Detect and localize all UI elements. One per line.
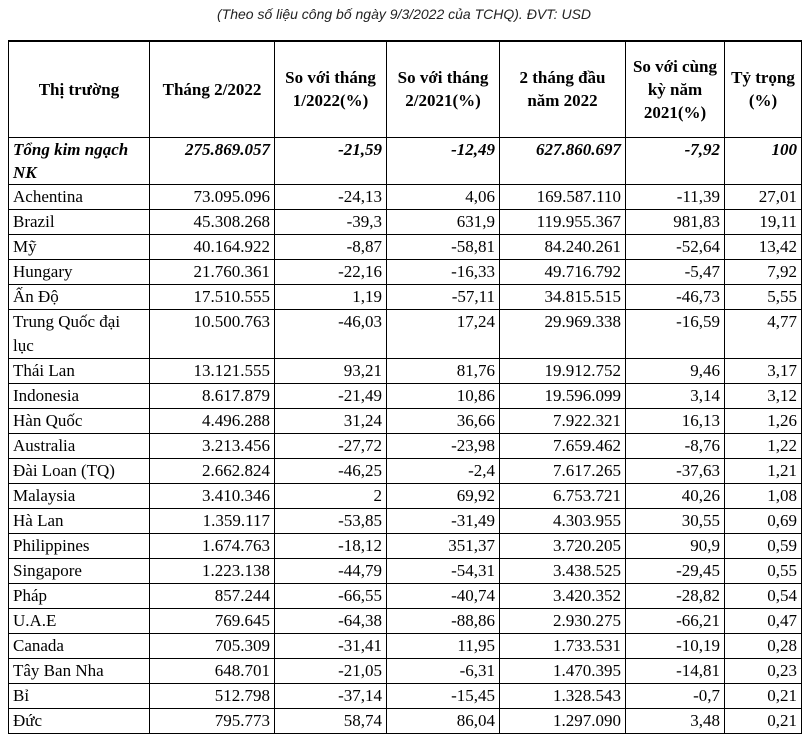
cell-vs-jan2022: -53,85: [275, 508, 387, 533]
header-share: Tỷ trọng (%): [725, 41, 802, 137]
cell-market: Ấn Độ: [9, 284, 150, 309]
cell-vs-same-period: 40,26: [626, 483, 725, 508]
cell-market: Bỉ: [9, 683, 150, 708]
cell-two-months: 119.955.367: [500, 209, 626, 234]
cell-feb2022: 17.510.555: [150, 284, 275, 309]
cell-share: 3,17: [725, 358, 802, 383]
cell-vs-same-period: 90,9: [626, 533, 725, 558]
cell-vs-feb2021: 86,04: [387, 708, 500, 733]
table-row: [9, 708, 802, 733]
table-row: [9, 583, 802, 608]
cell-market: Đức: [9, 708, 150, 733]
cell-vs-feb2021: -23,98: [387, 433, 500, 458]
cell-vs-jan2022: -21,59: [275, 137, 387, 184]
cell-vs-same-period: 9,46: [626, 358, 725, 383]
cell-share: 5,55: [725, 284, 802, 309]
cell-market: Australia: [9, 433, 150, 458]
cell-two-months: 19.596.099: [500, 383, 626, 408]
cell-two-months: 4.303.955: [500, 508, 626, 533]
cell-share: 1,26: [725, 408, 802, 433]
cell-vs-same-period: -10,19: [626, 633, 725, 658]
cell-share: 0,54: [725, 583, 802, 608]
cell-feb2022: 40.164.922: [150, 234, 275, 259]
cell-market: Philippines: [9, 533, 150, 558]
cell-vs-feb2021: 36,66: [387, 408, 500, 433]
cell-market: Đài Loan (TQ): [9, 458, 150, 483]
cell-vs-jan2022: -27,72: [275, 433, 387, 458]
cell-feb2022: 8.617.879: [150, 383, 275, 408]
table-row: [9, 209, 802, 234]
cell-feb2022: 4.496.288: [150, 408, 275, 433]
cell-feb2022: 705.309: [150, 633, 275, 658]
cell-market: Tây Ban Nha: [9, 658, 150, 683]
cell-feb2022: 275.869.057: [150, 137, 275, 184]
cell-share: 0,55: [725, 558, 802, 583]
cell-vs-jan2022: -64,38: [275, 608, 387, 633]
table-row: [9, 358, 802, 383]
cell-vs-same-period: -14,81: [626, 658, 725, 683]
cell-feb2022: 648.701: [150, 658, 275, 683]
cell-market: U.A.E: [9, 608, 150, 633]
cell-two-months: 3.438.525: [500, 558, 626, 583]
cell-feb2022: 1.359.117: [150, 508, 275, 533]
cell-vs-same-period: -28,82: [626, 583, 725, 608]
cell-vs-jan2022: -46,25: [275, 458, 387, 483]
cell-vs-feb2021: 81,76: [387, 358, 500, 383]
cell-market: Thái Lan: [9, 358, 150, 383]
table-row: [9, 234, 802, 259]
cell-two-months: 19.912.752: [500, 358, 626, 383]
table-row: [9, 658, 802, 683]
cell-vs-feb2021: -54,31: [387, 558, 500, 583]
cell-vs-jan2022: 2: [275, 483, 387, 508]
cell-share: 7,92: [725, 259, 802, 284]
import-market-table: [8, 40, 802, 734]
cell-feb2022: 21.760.361: [150, 259, 275, 284]
cell-share: 100: [725, 137, 802, 184]
header-row: [9, 41, 802, 137]
cell-feb2022: 10.500.763: [150, 309, 275, 358]
cell-two-months: 1.328.543: [500, 683, 626, 708]
cell-share: 0,59: [725, 533, 802, 558]
cell-feb2022: 1.674.763: [150, 533, 275, 558]
cell-share: 13,42: [725, 234, 802, 259]
cell-vs-jan2022: 58,74: [275, 708, 387, 733]
cell-vs-same-period: -16,59: [626, 309, 725, 358]
cell-two-months: 3.420.352: [500, 583, 626, 608]
cell-vs-same-period: -29,45: [626, 558, 725, 583]
cell-vs-same-period: 16,13: [626, 408, 725, 433]
cell-feb2022: 769.645: [150, 608, 275, 633]
cell-feb2022: 1.223.138: [150, 558, 275, 583]
cell-feb2022: 512.798: [150, 683, 275, 708]
cell-two-months: 627.860.697: [500, 137, 626, 184]
cell-market: Trung Quốc đại lục: [9, 309, 150, 358]
cell-vs-same-period: -46,73: [626, 284, 725, 309]
cell-two-months: 1.733.531: [500, 633, 626, 658]
cell-vs-feb2021: -31,49: [387, 508, 500, 533]
cell-vs-feb2021: -88,86: [387, 608, 500, 633]
cell-share: 3,12: [725, 383, 802, 408]
table-row: [9, 284, 802, 309]
table-row: [9, 683, 802, 708]
table-row: [9, 533, 802, 558]
cell-market: Pháp: [9, 583, 150, 608]
cell-vs-jan2022: 1,19: [275, 284, 387, 309]
cell-share: 1,21: [725, 458, 802, 483]
cell-vs-jan2022: 93,21: [275, 358, 387, 383]
cell-feb2022: 2.662.824: [150, 458, 275, 483]
cell-market: Indonesia: [9, 383, 150, 408]
cell-vs-jan2022: -44,79: [275, 558, 387, 583]
cell-vs-jan2022: -46,03: [275, 309, 387, 358]
cell-share: 19,11: [725, 209, 802, 234]
cell-market: Malaysia: [9, 483, 150, 508]
cell-two-months: 7.922.321: [500, 408, 626, 433]
cell-vs-same-period: -7,92: [626, 137, 725, 184]
table-row: [9, 383, 802, 408]
cell-vs-jan2022: -21,05: [275, 658, 387, 683]
cell-market: Singapore: [9, 558, 150, 583]
table-row: [9, 483, 802, 508]
cell-vs-feb2021: -2,4: [387, 458, 500, 483]
cell-vs-same-period: -0,7: [626, 683, 725, 708]
cell-share: 0,21: [725, 708, 802, 733]
cell-vs-feb2021: -6,31: [387, 658, 500, 683]
cell-share: 0,28: [725, 633, 802, 658]
cell-market: Brazil: [9, 209, 150, 234]
cell-market: Tổng kim ngạch NK: [9, 137, 150, 184]
table-row: [9, 259, 802, 284]
cell-two-months: 169.587.110: [500, 184, 626, 209]
cell-vs-same-period: -66,21: [626, 608, 725, 633]
cell-two-months: 1.297.090: [500, 708, 626, 733]
table-row: [9, 458, 802, 483]
cell-market: Hà Lan: [9, 508, 150, 533]
header-market: Thị trường: [9, 41, 150, 137]
cell-share: 27,01: [725, 184, 802, 209]
header-vs-feb2021: So với tháng 2/2021(%): [387, 41, 500, 137]
cell-vs-feb2021: 351,37: [387, 533, 500, 558]
cell-vs-feb2021: 10,86: [387, 383, 500, 408]
cell-two-months: 1.470.395: [500, 658, 626, 683]
cell-vs-same-period: -11,39: [626, 184, 725, 209]
cell-market: Hàn Quốc: [9, 408, 150, 433]
cell-vs-feb2021: 69,92: [387, 483, 500, 508]
table-row: [9, 184, 802, 209]
cell-two-months: 2.930.275: [500, 608, 626, 633]
header-two-months: 2 tháng đầu năm 2022: [500, 41, 626, 137]
cell-vs-same-period: 3,14: [626, 383, 725, 408]
cell-vs-feb2021: -16,33: [387, 259, 500, 284]
cell-vs-feb2021: -40,74: [387, 583, 500, 608]
cell-vs-same-period: -5,47: [626, 259, 725, 284]
cell-market: Mỹ: [9, 234, 150, 259]
cell-vs-feb2021: -15,45: [387, 683, 500, 708]
cell-feb2022: 857.244: [150, 583, 275, 608]
cell-vs-jan2022: -24,13: [275, 184, 387, 209]
cell-vs-same-period: 981,83: [626, 209, 725, 234]
header-vs-jan2022: So với tháng 1/2022(%): [275, 41, 387, 137]
table-row: [9, 508, 802, 533]
cell-vs-feb2021: 631,9: [387, 209, 500, 234]
table-row: [9, 608, 802, 633]
cell-feb2022: 795.773: [150, 708, 275, 733]
cell-vs-feb2021: 11,95: [387, 633, 500, 658]
cell-vs-jan2022: -18,12: [275, 533, 387, 558]
cell-vs-jan2022: -22,16: [275, 259, 387, 284]
table-row: [9, 558, 802, 583]
cell-feb2022: 13.121.555: [150, 358, 275, 383]
cell-share: 0,21: [725, 683, 802, 708]
cell-two-months: 6.753.721: [500, 483, 626, 508]
cell-vs-jan2022: -37,14: [275, 683, 387, 708]
cell-vs-same-period: -52,64: [626, 234, 725, 259]
cell-two-months: 3.720.205: [500, 533, 626, 558]
cell-vs-feb2021: -58,81: [387, 234, 500, 259]
cell-share: 0,69: [725, 508, 802, 533]
cell-share: 0,47: [725, 608, 802, 633]
cell-market: Achentina: [9, 184, 150, 209]
cell-share: 0,23: [725, 658, 802, 683]
cell-market: Hungary: [9, 259, 150, 284]
cell-feb2022: 45.308.268: [150, 209, 275, 234]
table-caption: (Theo số liệu công bố ngày 9/3/2022 của TCHQ). ĐVT: USD: [216, 6, 592, 22]
cell-market: Canada: [9, 633, 150, 658]
table-row: [9, 433, 802, 458]
cell-two-months: 49.716.792: [500, 259, 626, 284]
cell-vs-jan2022: -21,49: [275, 383, 387, 408]
cell-two-months: 84.240.261: [500, 234, 626, 259]
cell-share: 1,08: [725, 483, 802, 508]
cell-vs-jan2022: 31,24: [275, 408, 387, 433]
cell-two-months: 34.815.515: [500, 284, 626, 309]
total-row: [9, 137, 802, 184]
cell-vs-jan2022: -66,55: [275, 583, 387, 608]
cell-vs-same-period: -37,63: [626, 458, 725, 483]
cell-vs-same-period: -8,76: [626, 433, 725, 458]
header-feb2022: Tháng 2/2022: [150, 41, 275, 137]
table-row: [9, 408, 802, 433]
cell-share: 4,77: [725, 309, 802, 358]
cell-share: 1,22: [725, 433, 802, 458]
cell-feb2022: 3.410.346: [150, 483, 275, 508]
cell-vs-feb2021: 4,06: [387, 184, 500, 209]
cell-vs-jan2022: -39,3: [275, 209, 387, 234]
cell-vs-feb2021: 17,24: [387, 309, 500, 358]
header-vs-same-period: So với cùng kỳ năm 2021(%): [626, 41, 725, 137]
cell-vs-feb2021: -12,49: [387, 137, 500, 184]
cell-two-months: 7.617.265: [500, 458, 626, 483]
cell-feb2022: 3.213.456: [150, 433, 275, 458]
table-row: [9, 309, 802, 358]
cell-vs-jan2022: -8,87: [275, 234, 387, 259]
cell-vs-jan2022: -31,41: [275, 633, 387, 658]
cell-two-months: 29.969.338: [500, 309, 626, 358]
cell-vs-feb2021: -57,11: [387, 284, 500, 309]
cell-feb2022: 73.095.096: [150, 184, 275, 209]
table-row: [9, 633, 802, 658]
cell-two-months: 7.659.462: [500, 433, 626, 458]
cell-vs-same-period: 30,55: [626, 508, 725, 533]
cell-vs-same-period: 3,48: [626, 708, 725, 733]
